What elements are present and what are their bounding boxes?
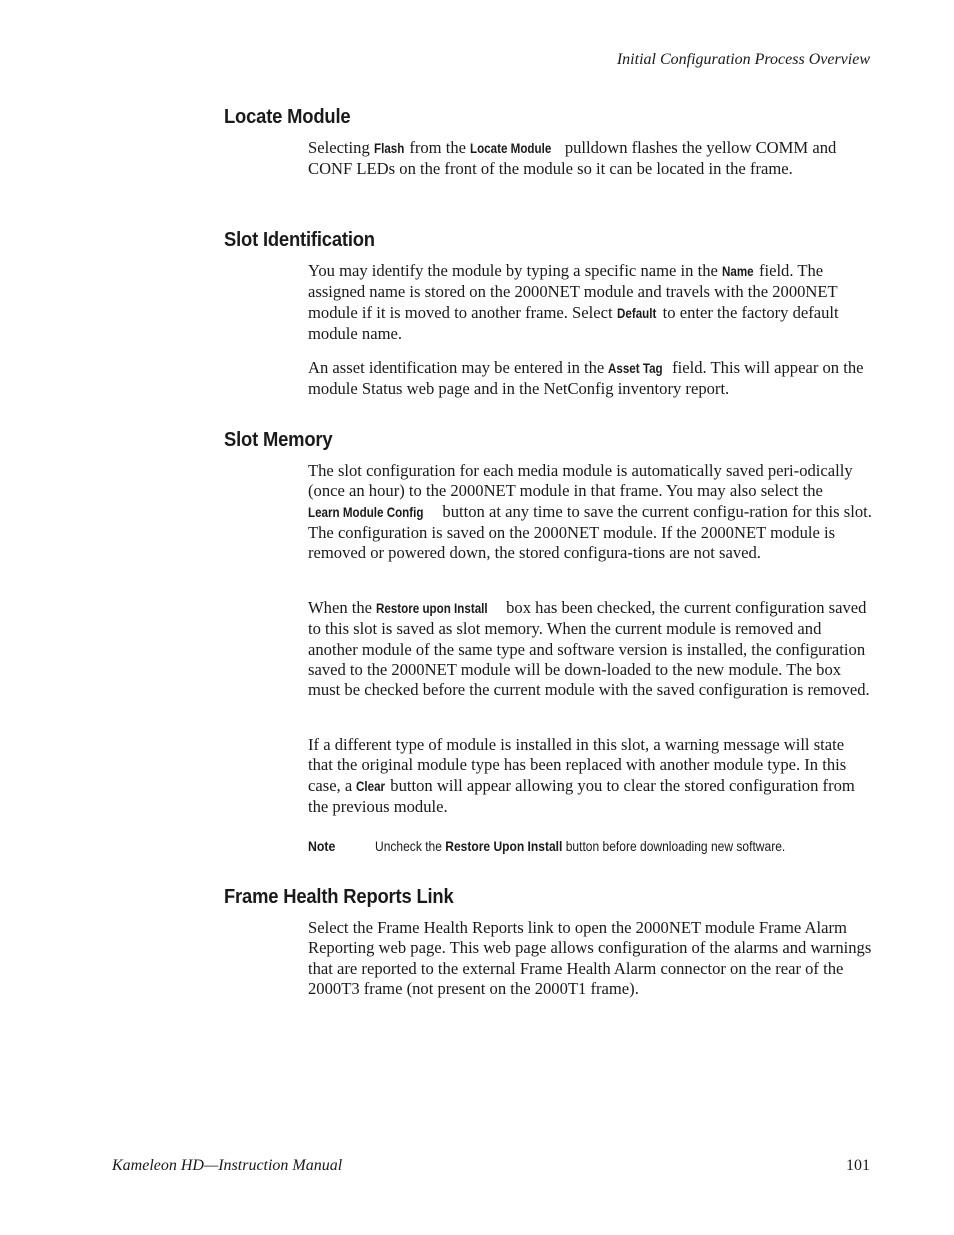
page-number: 101 — [846, 1157, 870, 1174]
paragraph-frame-health-reports: Select the Frame Health Reports link to open the 2000NET module Frame Alarm Reporting web page. This web page allows configuration of the alarms and warnings that are reported to the external Frame Health Alarm connector on the rear of the 2000T3 frame (not present on the 2000T1 frame). — [308, 918, 872, 998]
paragraph-slot-identification-2: An asset identification may be entered in the Asset Tag field. This will appear on the module Status web page and in the NetConfig inventory report. — [308, 358, 864, 399]
running-header: Initial Configuration Process Overview — [616, 51, 870, 68]
paragraph-slot-memory-1: The slot configuration for each media module is automatically saved peri-odically (once an hour) to the 2000NET module in that frame. You may also select the Learn Module Config button at any time to save the current configu-ration for this slot. The configuration is saved on the 2000NET module. If the 2000NET module is removed or powered down, the stored configura-tions are not saved. — [308, 461, 872, 563]
paragraph-slot-memory-3: If a different type of module is installed in this slot, a warning message will state that the original module type has been replaced with another module type. In this case, a Clear button will appear allowing you to clear the stored configuration from the previous module. — [308, 735, 855, 816]
section-heading-slot-identification: Slot Identification — [224, 229, 375, 251]
command-restore-upon-install-note: Restore Upon Install — [445, 838, 563, 854]
command-flash: Flash — [373, 141, 405, 156]
command-default: Default — [616, 305, 657, 321]
command-locate-module: Locate Module — [470, 141, 552, 156]
command-asset-tag: Asset Tag — [608, 361, 664, 376]
command-restore-upon-install: Restore upon Install — [376, 601, 488, 616]
section-heading-slot-memory: Slot Memory — [224, 429, 333, 451]
note-text: Uncheck the Restore Upon Install button before downloading new software. — [375, 838, 786, 854]
section-heading-locate-module: Locate Module — [224, 106, 351, 128]
paragraph-slot-memory-2: When the Restore upon Install box has been checked, the current configuration saved to this slot is saved as slot memory. When the current module is removed and another module of the same type and software version is installed, the configuration saved to the 2000NET module will be down-loaded to the new module. The box must be checked before the current module with the saved configuration is removed. — [308, 598, 870, 700]
note-label: Note — [308, 838, 336, 854]
footer-manual-title: Kameleon HD—Instruction Manual — [112, 1157, 343, 1174]
paragraph-slot-identification-1: You may identify the module by typing a specific name in the Name field. The assigned name is stored on the 2000NET module and travels with the 2000NET module if it is moved to another frame. Select Default to enter the factory default module name. — [308, 261, 839, 343]
section-heading-frame-health-reports-link: Frame Health Reports Link — [224, 886, 454, 908]
command-learn-module-config: Learn Module Config — [308, 504, 424, 520]
command-name: Name — [722, 264, 754, 279]
command-clear: Clear — [356, 778, 386, 794]
paragraph-locate-module: Selecting Flash from the Locate Module pulldown flashes the yellow COMM and CONF LEDs on the front of the module so it can be located in the frame. — [308, 138, 837, 179]
